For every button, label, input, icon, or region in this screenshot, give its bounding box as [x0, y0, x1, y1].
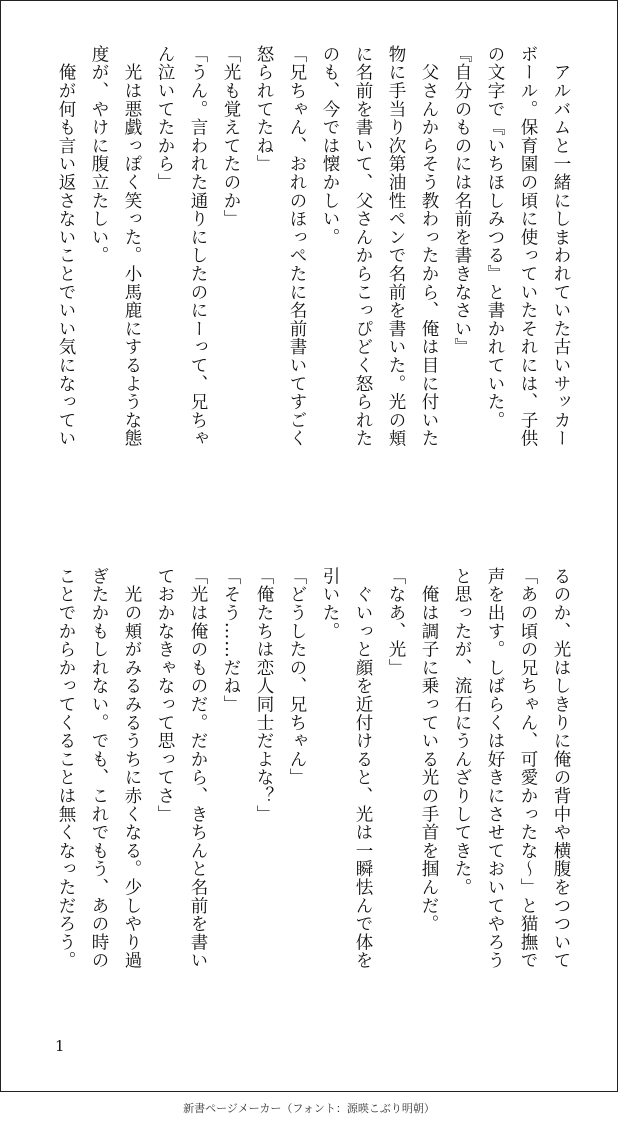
text-line: の文字で『いちほしみつる』と書かれていた。 [485, 45, 505, 430]
text-line: ん泣いてたから」 [155, 45, 175, 192]
text-line: ボール。保育園の頃に使っていたそれには、子供 [518, 45, 538, 448]
text-line: 声を出す。しばらくは好きにさせておいてやろう [485, 567, 505, 970]
text-line: 「そう……だね」 [221, 567, 241, 714]
text-line: 怒られてたね」 [254, 45, 274, 174]
page-number: 1 [55, 1037, 65, 1055]
text-line: 「あの頃の兄ちゃん、可愛かったな～」と猫撫で [518, 567, 538, 970]
text-line: 「なあ、光」 [386, 567, 406, 677]
footer-credit: 新書ページメーカー（フォント：源暎こぶり明朝） [183, 1102, 435, 1115]
text-line: 物に手当り次第油性ペンで名前を書いた。光の頬 [386, 45, 406, 448]
text-line: ぐいっと顔を近付けると、光は一瞬怯んで体を [353, 567, 373, 970]
text-line: 「兄ちゃん、おれのほっぺたに名前書いてすごく [287, 45, 307, 448]
bottom-text-block [42, 567, 577, 1007]
text-line: 光は悪戯っぽく笑った。小馬鹿にするような態 [122, 45, 142, 448]
text-line: 俺は調子に乗っている光の手首を掴んだ。 [419, 567, 439, 933]
text-line: 「俺たちは恋人同士だよな？」 [254, 567, 274, 824]
text-line: アルバムと一緒にしまわれていた古いサッカー [551, 45, 571, 448]
text-line: るのか、光はしきりに俺の背中や横腹をつついて [551, 567, 571, 970]
text-line: 『自分のものには名前を書きなさい』 [452, 45, 472, 357]
text-line: に名前を書いて、父さんからこっぴどく怒られた [353, 45, 373, 448]
text-line: と思ったが、流石にうんざりしてきた。 [452, 567, 472, 897]
text-line: 「光は俺のものだ。だから、きちんと名前を書い [188, 567, 208, 970]
text-line: 俺が何も言い返さないことでいい気になってい [56, 45, 76, 448]
text-line: 「うん。言われた通りにしたのにーって、兄ちゃ [188, 45, 208, 448]
text-line: 「光も覚えてたのか」 [221, 45, 241, 228]
text-line: ことでからかってくることは無くなっただろう。 [56, 567, 76, 970]
text-line: 「どうしたの、兄ちゃん」 [287, 567, 307, 787]
text-line: ぎたかもしれない。でも、これでもう、あの時の [89, 567, 109, 970]
text-line: 度が、やけに腹立たしい。 [89, 45, 109, 265]
text-line: ておかなきゃなって思ってさ」 [155, 567, 175, 824]
text-line: のも、今では懐かしい。 [320, 45, 340, 247]
text-line: 父さんからそう教わったから、俺は目に付いた [419, 45, 439, 448]
top-text-block [42, 45, 577, 525]
text-line: 引いた。 [320, 567, 340, 641]
text-line: 光の頬がみるみるうちに赤くなる。少しやり過 [122, 567, 142, 970]
